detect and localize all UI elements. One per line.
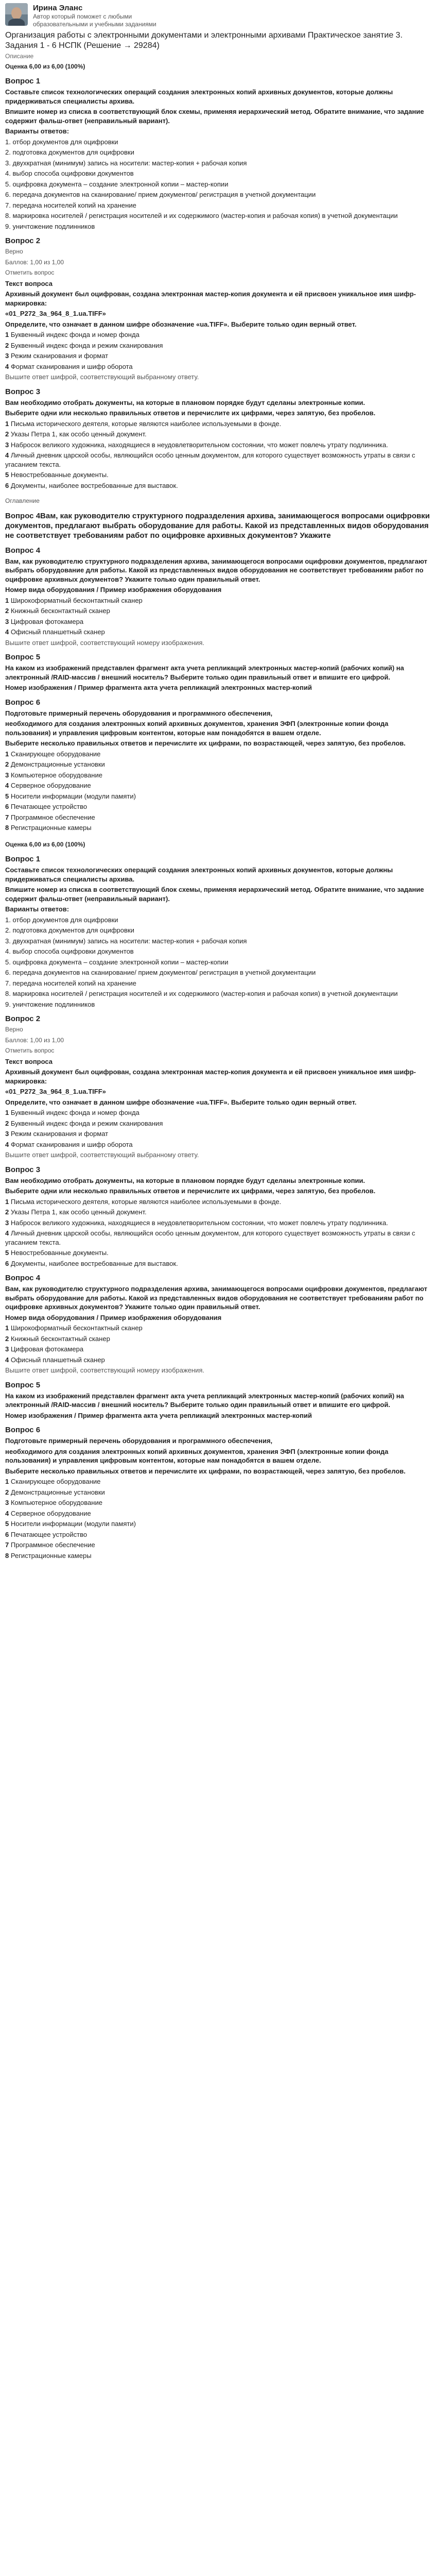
variants-label: Варианты ответов: <box>5 905 69 913</box>
option: 8. маркировка носителей / регистрация носителей и их содержимого (мастер-копия и рабочая копия) в учетной документации <box>5 212 398 219</box>
option-1: 1 Широкоформатный бесконтактный сканер <box>5 1324 143 1332</box>
question-lead: Архивный документ был оцифрован, создана электронная мастер-копия документа и ей присвоен уникальное имя шифр-маркировка: <box>5 1068 416 1085</box>
question-title: Вопрос 5 <box>5 1380 41 1389</box>
option-1: 1 Буквенный индекс фонда и номер фонда <box>5 1109 139 1116</box>
question-lead: Подготовьте примерный перечень оборудования и программного обеспечения, <box>5 709 273 717</box>
question-text-label: Текст вопроса <box>5 1057 53 1065</box>
question-points: Баллов: 1,00 из 1,00 <box>5 1036 64 1044</box>
option-7: 7 Программное обеспечение <box>5 1541 95 1549</box>
author-header <box>5 3 431 28</box>
option-2: 2 Книжный бесконтактный сканер <box>5 607 110 615</box>
option-1: 1 Письма исторического деятеля, которые являются наиболее используемыми в фонде. <box>5 1197 282 1206</box>
question-subheading: Номер изображения / Пример фрагмента акта учета репликаций электронных мастер-копий <box>5 1411 312 1419</box>
option-3: 3 Цифровая фотокамера <box>5 617 84 625</box>
option: 6. передача документов на сканирование/ прием документов/ регистрация в учетной документации <box>5 969 316 976</box>
option-4: 4 Офисный планшетный сканер <box>5 1355 105 1364</box>
question-6 <box>5 698 431 833</box>
variants-label: Варианты ответов: <box>5 127 69 135</box>
option: 7. передача носителей копий на хранение <box>5 201 136 209</box>
option: 2. подготовка документов для оцифровки <box>5 926 134 934</box>
question-lead: Архивный документ был оцифрован, создана электронная мастер-копия документа и ей присвоен уникальное имя шифр-маркировка: <box>5 290 416 307</box>
option: 4. выбор способа оцифровки документов <box>5 947 134 955</box>
question-lead: Вам, как руководителю структурного подразделения архива, занимающегося вопросами оцифровки документов, предлагают выбрать оборудование для работы. Какой из представленных видов оборудования не соответствует требованиям работ по оцифровке архивных документов? Укажите только один правильный ответ. <box>5 557 427 583</box>
question-lead-2: необходимого для создания электронных копий архивных документов, хранения ЭФП (электронные копии фонда пользования) и управления цифровым контентом, которые нам понадобятся в вашем отделе. <box>5 1447 389 1464</box>
option-6: 6 Печатающее устройство <box>5 1530 88 1538</box>
question-instruction: Определите, что означает в данном шифре обозначение «ua.TIFF». Выберите только один верный ответ. <box>5 1098 357 1106</box>
question-3 <box>5 387 431 490</box>
question-title: Вопрос 1 <box>5 855 41 863</box>
question-instruction: Выберите одни или несколько правильных ответов и перечислите их цифрами, через запятую, без пробелов. <box>5 409 376 417</box>
question-6-repeat <box>5 1425 431 1560</box>
question-title: Вопрос 4 <box>5 1274 41 1282</box>
option-4: 4 Личный дневник царской особы, являющийся особо ценным документом, для которого существует возможность утраты в связи с угасанием текста. <box>5 1229 415 1246</box>
option: 5. оцифровка документа – создание электронной копии – мастер-копии <box>5 180 229 188</box>
question-5-repeat <box>5 1380 431 1420</box>
question-instruction: Впишите номер из списка в соответствующий блок схемы, применяя иерархический метод. Обратите внимание, что задание содержит фальш-ответ (неправильный вариант). <box>5 886 424 903</box>
option-1: 1 Широкоформатный бесконтактный сканер <box>5 596 143 604</box>
question-lead: Вам необходимо отобрать документы, на которые в плановом порядке будут сделаны электронные копии. <box>5 398 365 406</box>
question-2 <box>5 236 431 382</box>
option-1: 1 Буквенный индекс фонда и номер фонда <box>5 331 139 338</box>
question-lead: Вам необходимо отобрать документы, на которые в плановом порядке будут сделаны электронные копии. <box>5 1176 365 1184</box>
score-line: Оценка 6,00 из 6,00 (100%) <box>5 62 85 70</box>
option-2: 2 Буквенный индекс фонда и режим сканирования <box>5 1119 163 1127</box>
option-4: 4 Формат сканирования и шифр оборота <box>5 362 133 370</box>
option-2: 2 Демонстрационные установки <box>5 1488 105 1496</box>
question-1 <box>5 76 431 231</box>
option-2: 2 Указы Петра 1, как особо ценный документ. <box>5 430 147 438</box>
avatar[interactable] <box>5 3 28 26</box>
option-4: 4 Офисный планшетный сканер <box>5 628 105 636</box>
option-8: 8 Регистрационные камеры <box>5 1551 92 1560</box>
option-3: 3 Цифровая фотокамера <box>5 1345 84 1353</box>
option-6: 6 Документы, наиболее востребованные для выставок. <box>5 481 178 489</box>
flag-question-link[interactable]: Отметить вопрос <box>5 1047 55 1054</box>
option-4: 4 Формат сканирования и шифр оборота <box>5 1140 133 1148</box>
question-feedback: Вышите ответ шифрой, соответствующий номеру изображения. <box>5 638 205 647</box>
option-8: 8 Регистрационные камеры <box>5 824 92 832</box>
question-title: Вопрос 3 <box>5 387 41 396</box>
question-lead: Подготовьте примерный перечень оборудования и программного обеспечения, <box>5 1437 273 1445</box>
option-2: 2 Демонстрационные установки <box>5 760 105 768</box>
question-subheading: Номер изображения / Пример фрагмента акта учета репликаций электронных мастер-копий <box>5 684 312 691</box>
option-7: 7 Программное обеспечение <box>5 813 95 821</box>
question-lead: Составьте список технологических операций создания электронных копий архивных документов, которые должны придерживаться специалисты архива. <box>5 88 393 105</box>
option-4: 4 Серверное оборудование <box>5 1509 91 1517</box>
option-4: 4 Серверное оборудование <box>5 782 91 789</box>
option: 4. выбор способа оцифровки документов <box>5 170 134 177</box>
option: 2. подготовка документов для оцифровки <box>5 148 134 156</box>
option: 1. отбор документов для оцифровки <box>5 916 118 924</box>
question-title: Вопрос 4 <box>5 546 41 555</box>
option: 3. двухкратная (минимум) запись на носители: мастер-копия + рабочая копия <box>5 159 247 167</box>
question-text-label: Текст вопроса <box>5 279 53 287</box>
option-1: 1 Сканирующее оборудование <box>5 750 101 758</box>
option-3: 3 Набросок великого художника, находящиеся в неудовлетворительном состоянии, что может повлечь утрату подлинника. <box>5 1218 388 1227</box>
page-title: Организация работы с электронными документами и электронными архивами Практическое занятие 3. Задания 1 - 6 НСПК (Решение → 29284) <box>5 31 403 50</box>
question-lead: Вам, как руководителю структурного подразделения архива, занимающегося вопросами оцифровки документов, предлагают выбрать оборудование для работы. Какой из представленных видов оборудования не соответствует требованиям работ по оцифровке архивных документов? Укажите только один правильный ответ. <box>5 1285 427 1311</box>
question-2-repeat <box>5 1014 431 1160</box>
question-1-repeat <box>5 854 431 1009</box>
question-subheading: Номер вида оборудования / Пример изображения оборудования <box>5 586 222 594</box>
option-6: 6 Документы, наиболее востребованные для выставок. <box>5 1259 178 1267</box>
question-feedback: Вышите ответ шифрой, соответствующий выбранному ответу. <box>5 1151 199 1159</box>
option-5: 5 Носители информации (модули памяти) <box>5 792 136 800</box>
option: 1. отбор документов для оцифровки <box>5 138 118 146</box>
option-2: 2 Буквенный индекс фонда и режим сканирования <box>5 341 163 349</box>
question-feedback: Вышите ответ шифрой, соответствующий номеру изображения. <box>5 1366 205 1374</box>
question-instruction: Впишите номер из списка в соответствующий блок схемы, применяя иерархический метод. Обратите внимание, что задание содержит фальш-ответ (неправильный вариант). <box>5 108 424 125</box>
flag-question-link[interactable]: Отметить вопрос <box>5 269 55 276</box>
question-feedback: Вышите ответ шифрой, соответствующий выбранному ответу. <box>5 373 199 381</box>
option-1: 1 Сканирующее оборудование <box>5 1478 101 1485</box>
code-string: «01_P272_3a_964_8_1.ua.TIFF» <box>5 1088 106 1095</box>
question-status: Верно <box>5 248 23 255</box>
option: 6. передача документов на сканирование/ прием документов/ регистрация в учетной документации <box>5 191 316 198</box>
question-lead: На каком из изображений представлен фрагмент акта учета репликаций электронных мастер-копий (рабочих копий) на электронный /RAID-массив / внешний носитель? Выберите только один правильный ответ и впишите его цифрой. <box>5 1392 404 1409</box>
option-5: 5 Невостребованные документы. <box>5 471 109 479</box>
option-3: 3 Режим сканирования и формат <box>5 1130 109 1138</box>
option-1: 1 Письма исторического деятеля, которые являются наиболее используемыми в фонде. <box>5 419 282 428</box>
option-2: 2 Указы Петра 1, как особо ценный документ. <box>5 1208 147 1216</box>
question-3-repeat <box>5 1165 431 1268</box>
option: 9. уничтожение подлинников <box>5 222 95 230</box>
option-3: 3 Компьютерное оборудование <box>5 771 102 779</box>
question-title: Вопрос 1 <box>5 77 41 86</box>
option-3: 3 Набросок великого художника, находящиеся в неудовлетворительном состоянии, что может повлечь утрату подлинника. <box>5 440 388 449</box>
question-4-heading: Вопрос 4Вам, как руководителю структурного подразделения архива, занимающегося вопросами оцифровки документов, предлагают выбрать оборудование для работы. Какой из представленных видов оборудования не соответствует требованиям работ по оцифровке архивных документов? Укажите <box>5 511 430 540</box>
question-lead: На каком из изображений представлен фрагмент акта учета репликаций электронных мастер-копий (рабочих копий) на электронный /RAID-массив / внешний носитель? Выберите только один правильный ответ и впишите его цифрой. <box>5 664 404 681</box>
question-title: Вопрос 2 <box>5 1014 41 1023</box>
question-instruction: Выберите несколько правильных ответов и перечислите их цифрами, по возрастающей, через запятую, без пробелов. <box>5 1467 406 1475</box>
question-5 <box>5 652 431 692</box>
contents-label[interactable]: Оглавление <box>5 497 40 504</box>
question-lead: Составьте список технологических операций создания электронных копий архивных документов, которые должны придерживаться специалисты архива. <box>5 866 393 883</box>
question-4-repeat <box>5 1273 431 1375</box>
question-points: Баллов: 1,00 из 1,00 <box>5 258 64 266</box>
question-instruction: Выберите одни или несколько правильных ответов и перечислите их цифрами, через запятую, без пробелов. <box>5 1187 376 1195</box>
author-name[interactable]: Ирина Эланс <box>33 4 83 12</box>
question-lead-2: необходимого для создания электронных копий архивных документов, хранения ЭФП (электронные копии фонда пользования) и управления цифровым контентом, которые нам понадобятся в вашем отделе. <box>5 720 389 737</box>
question-instruction: Определите, что означает в данном шифре обозначение «ua.TIFF». Выберите только один верный ответ. <box>5 320 357 328</box>
option-3: 3 Компьютерное оборудование <box>5 1499 102 1506</box>
option: 8. маркировка носителей / регистрация носителей и их содержимого (мастер-копия и рабочая копия) в учетной документации <box>5 990 398 997</box>
option: 3. двухкратная (минимум) запись на носители: мастер-копия + рабочая копия <box>5 937 247 945</box>
question-title: Вопрос 3 <box>5 1165 41 1174</box>
question-subheading: Номер вида оборудования / Пример изображения оборудования <box>5 1313 222 1321</box>
author-description: Автор который поможет с любыми образовательными и учебными заданиями <box>33 13 156 28</box>
option: 9. уничтожение подлинников <box>5 1000 95 1008</box>
option-5: 5 Невостребованные документы. <box>5 1249 109 1257</box>
score-line: Оценка 6,00 из 6,00 (100%) <box>5 840 85 848</box>
option: 5. оцифровка документа – создание электронной копии – мастер-копии <box>5 958 229 966</box>
option-4: 4 Личный дневник царской особы, являющийся особо ценным документом, для которого существует возможность утраты в связи с угасанием текста. <box>5 451 415 468</box>
question-title: Вопрос 5 <box>5 653 41 662</box>
question-title: Вопрос 6 <box>5 1426 41 1434</box>
option-3: 3 Режим сканирования и формат <box>5 352 109 360</box>
option-2: 2 Книжный бесконтактный сканер <box>5 1334 110 1343</box>
question-4 <box>5 546 431 648</box>
question-status: Верно <box>5 1026 23 1033</box>
option: 7. передача носителей копий на хранение <box>5 979 136 987</box>
question-instruction: Выберите несколько правильных ответов и перечислите их цифрами, по возрастающей, через запятую, без пробелов. <box>5 739 406 747</box>
question-title: Вопрос 2 <box>5 236 41 245</box>
description-label: Описание <box>5 53 34 60</box>
code-string: «01_P272_3a_964_8_1.ua.TIFF» <box>5 310 106 317</box>
option-5: 5 Носители информации (модули памяти) <box>5 1520 136 1528</box>
question-title: Вопрос 6 <box>5 698 41 707</box>
option-6: 6 Печатающее устройство <box>5 803 88 810</box>
